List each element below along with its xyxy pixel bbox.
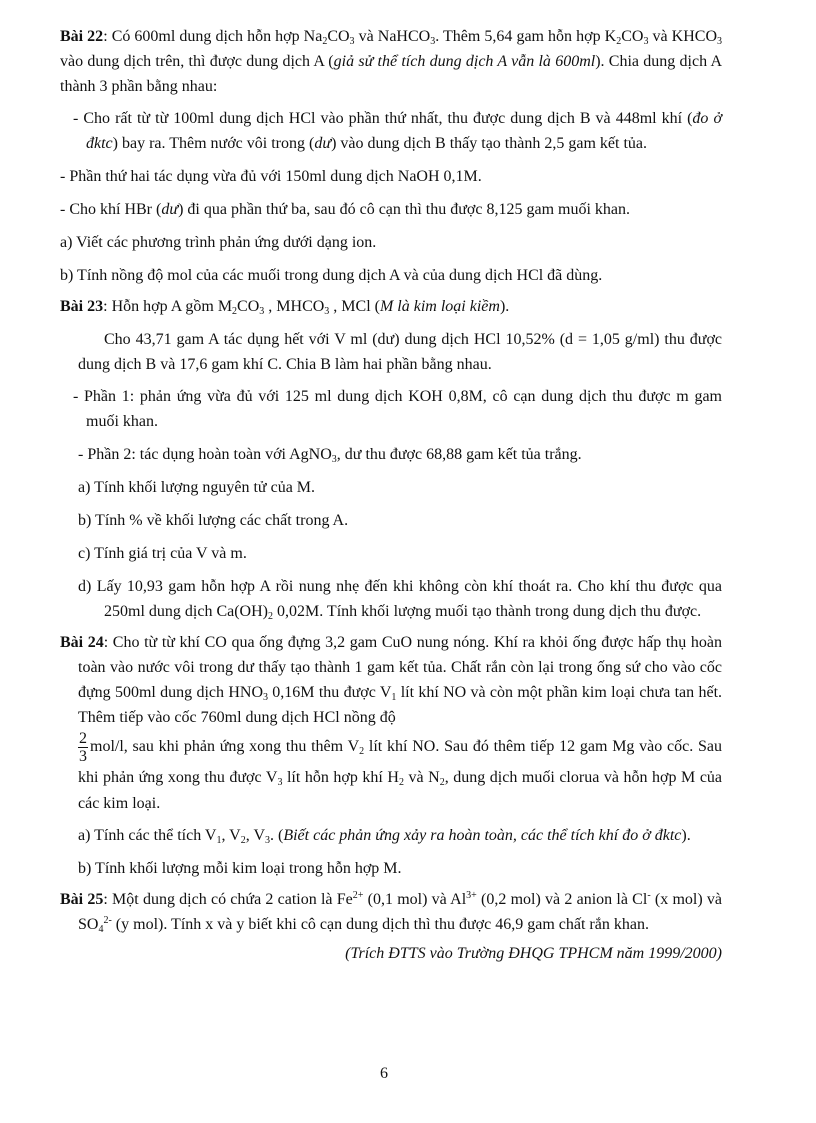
problem-24-body: Bài 24: Cho từ từ khí CO qua ống đựng 3,2 gam CuO nung nóng. Khí ra khỏi ống được hấp thụ hoàn toàn vào nước vôi trong dư thấy tạo thành 1 gam kết tủa. Chất rắn còn lại trong ống sứ cho vào cốc đựng 500ml dung dịch $HNO_3$ 0,16M thu được $V_1$ lít khí NO và còn một phần kim loại chưa tan hết. Thêm tiếp vào cốc 760ml dung dịch HCl nồng độ (60, 634, 723, 726)
problem-22-intro: Bài 22: Có 600ml dung dịch hỗn hợp $Na_2CO_3$ và NaHCO$_3$. Thêm 5,64 gam hỗn hợp $K_2CO_3$ và $KHCO_3$ vào dung dịch trên, thì được dung dịch A (giả sử thể tích dung dịch A vẫn là 600ml). Chia dung dịch A thành 3 phần bằng nhau: (60, 28, 723, 95)
document-page (60, 24, 722, 963)
problem-24-question-b: b) Tính khối lượng mỗi kim loại trong hỗn hợp M. (78, 860, 402, 877)
page-number: 6 (380, 1065, 388, 1082)
problem-23 (60, 294, 722, 624)
problem-23-question-b: b) Tính % về khối lượng các chất trong A. (78, 512, 349, 529)
problem-24-question-a: a) Tính các thể tích $V_1$, $V_2$, $V_3$. (Biết các phản ứng xảy ra hoàn toàn, các thể tích khí đo ở đktc). (78, 827, 691, 846)
problem-22-part-1: - Cho rất từ từ 100ml dung dịch HCl vào phần thứ nhất, thu được dung dịch B và 448ml khí (đo ở đktc) bay ra. Thêm nước vôi trong (dư) vào dung dịch B thấy tạo thành 2,5 gam kết tủa. (73, 110, 722, 152)
problem-22 (60, 24, 722, 288)
problem-23-part-2: - Phần 2: tác dụng hoàn toàn với AgNO$_3$, dư thu được 68,88 gam kết tủa trắng. (78, 446, 582, 465)
problem-25 (60, 887, 722, 937)
problem-23-question-d: d) Lấy 10,93 gam hỗn hợp A rồi nung nhẹ đến khi không còn khí thoát ra. Cho khí thu được qua 250ml dung dịch $Ca(OH)_2$ 0,02M. Tính khối lượng muối tạo thành trong dung dịch thu được. (78, 578, 722, 622)
problem-22-part-3: - Cho khí HBr (dư) đi qua phần thứ ba, sau đó cô cạn thì thu được 8,125 gam muối khan. (60, 201, 630, 218)
source-citation: (Trích ĐTTS vào Trường ĐHQG TPHCM năm 1999/2000) (345, 945, 722, 962)
problem-23-question-c: c) Tính giá trị của V và m. (78, 545, 247, 562)
problem-24-body-cont: $\frac{2}{3}$ mol/l, sau khi phản ứng xong thu thêm $V_2$ lít khí NO. Sau đó thêm tiếp 12 gam Mg vào cốc. Sau khi phản ứng xong thu được $V_3$ lít hỗn hợp khí $H_2$ và $N_2$, dung dịch muối clorua và hỗn hợp M của các kim loại. (78, 730, 723, 812)
problem-25-body: Bài 25: Một dung dịch có chứa 2 cation là $Fe^{2+}$ (0,1 mol) và $Al^{3+}$ (0,2 mol) và 2 anion là Cl- (x mol) và $SO_4^{2-}$ (y mol). Tính x và y biết khi cô cạn dung dịch thì thu được 46,9 gam chất rắn khan. (60, 890, 723, 935)
problem-24 (60, 630, 722, 881)
problem-23-question-a: a) Tính khối lượng nguyên tử của M. (78, 479, 316, 496)
problem-23-intro: Bài 23: Hỗn hợp A gồm $M_2CO_3$ , $MHCO_3$ , MCl (M là kim loại kiềm). (60, 298, 510, 317)
problem-23-part-1: - Phần 1: phản ứng vừa đủ với 125 ml dung dịch KOH 0,8M, cô cạn dung dịch thu được m gam muối khan. (73, 388, 722, 430)
fraction-two-thirds: $\frac{2}{3}$ (79, 730, 87, 765)
problem-22-part-2: - Phần thứ hai tác dụng vừa đủ với 150ml dung dịch NaOH 0,1M. (60, 168, 482, 185)
problem-22-question-a: a) Viết các phương trình phản ứng dưới dạng ion. (60, 234, 377, 251)
problem-23-paragraph: Cho 43,71 gam A tác dụng hết với V ml (dư) dung dịch HCl 10,52% (d = 1,05 g/ml) thu được dung dịch B và 17,6 gam khí C. Chia B làm hai phần bằng nhau. (78, 331, 722, 373)
problem-22-question-b: b) Tính nồng độ mol của các muối trong dung dịch A và của dung dịch HCl đã dùng. (60, 267, 603, 284)
